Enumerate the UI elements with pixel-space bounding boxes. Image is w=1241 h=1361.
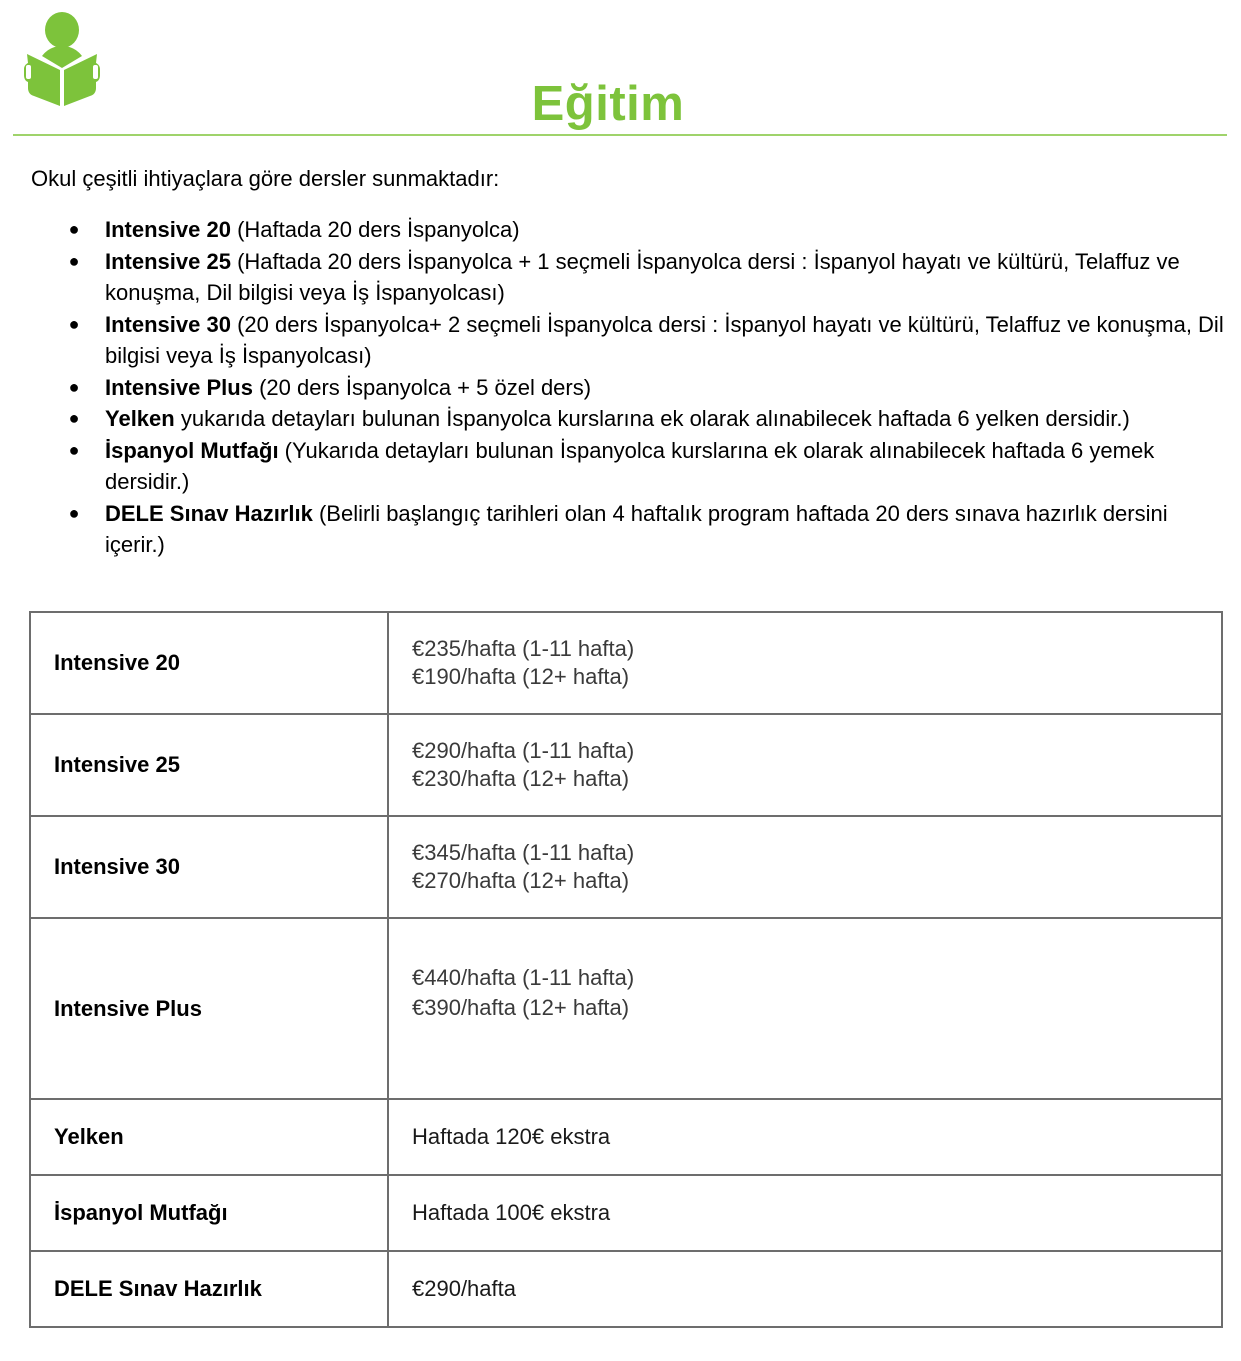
course-description: yukarıda detayları bulunan İspanyolca kurslarına ek olarak alınabilecek haftada 6 yelken dersidir.) xyxy=(174,406,1130,431)
price-line: €390/hafta (12+ hafta) xyxy=(412,994,630,1020)
list-item xyxy=(66,498,1226,561)
price-cell xyxy=(388,1099,1222,1175)
course-description: (20 ders İspanyolca + 5 özel ders) xyxy=(252,374,592,400)
price-line: €190/hafta (12+ hafta) xyxy=(412,664,630,689)
price-table xyxy=(29,611,1223,1328)
price-cell xyxy=(388,1175,1222,1251)
course-name: Intensive 30 xyxy=(105,311,231,337)
course-name: Intensive 25 xyxy=(105,248,231,274)
list-item xyxy=(66,309,1226,372)
bullet-icon: ● xyxy=(68,313,80,334)
course-name-cell: DELE Sınav Hazırlık xyxy=(30,1251,388,1327)
table-row xyxy=(30,714,1222,816)
bullet-icon: ● xyxy=(68,250,80,271)
table-row xyxy=(30,1251,1222,1327)
list-item xyxy=(66,403,1226,435)
price-line: €290/hafta xyxy=(412,1276,516,1301)
list-item xyxy=(66,214,1226,246)
course-name: DELE Sınav Hazırlık xyxy=(105,500,313,526)
course-description: (Haftada 20 ders İspanyolca) xyxy=(230,217,520,242)
course-description: (Haftada 20 ders İspanyolca + 1 seçmeli İspanyolca dersi : İspanyol hayatı ve kültürü, Telaffuz ve konuşma, Dil bilgisi veya İş İspanyolcası) xyxy=(105,248,1180,305)
price-cell xyxy=(388,1251,1222,1327)
course-list xyxy=(66,214,1226,561)
price-line: Haftada 120€ ekstra xyxy=(412,1124,611,1149)
price-line: €440/hafta (1-11 hafta) xyxy=(412,964,635,990)
bullet-icon: ● xyxy=(68,219,80,239)
bullet-icon: ● xyxy=(68,376,80,397)
course-name-cell: Intensive Plus xyxy=(30,918,388,1099)
price-line: €290/hafta (1-11 hafta) xyxy=(412,738,635,763)
bullet-icon: ● xyxy=(68,439,80,460)
price-line: €345/hafta (1-11 hafta) xyxy=(412,840,635,865)
course-name: Intensive 20 xyxy=(105,217,231,242)
course-name-cell: İspanyol Mutfağı xyxy=(30,1175,388,1251)
course-description: (Belirli başlangıç tarihleri olan 4 haftalık program haftada 20 ders sınava hazırlık dersini içerir.) xyxy=(105,500,1168,557)
price-line: €235/hafta (1-11 hafta) xyxy=(412,636,635,661)
list-item xyxy=(66,372,1226,404)
table-row xyxy=(30,918,1222,1099)
price-cell xyxy=(388,612,1222,714)
table-row xyxy=(30,1175,1222,1251)
course-name-cell: Intensive 20 xyxy=(30,612,388,714)
course-name: Yelken xyxy=(105,406,175,431)
course-name: Intensive Plus xyxy=(105,374,253,400)
table-row xyxy=(30,612,1222,714)
price-line: €270/hafta (12+ hafta) xyxy=(412,868,630,893)
price-cell xyxy=(388,816,1222,918)
list-item xyxy=(66,246,1226,309)
price-cell xyxy=(388,918,1222,1099)
list-item xyxy=(66,435,1226,498)
table-row xyxy=(30,1099,1222,1175)
intro-text: Okul çeşitli ihtiyaçlara göre dersler sunmaktadır: xyxy=(31,166,500,191)
course-name-cell: Intensive 25 xyxy=(30,714,388,816)
page-title: Eğitim xyxy=(531,77,685,131)
course-description: (20 ders İspanyolca+ 2 seçmeli İspanyolca dersi : İspanyol hayatı ve kültürü, Telaffuz ve konuşma, Dil bilgisi veya İş İspanyolcası) xyxy=(105,311,1224,368)
course-name-cell: Intensive 30 xyxy=(30,816,388,918)
course-description: (Yukarıda detayları bulunan İspanyolca kurslarına ek olarak alınabilecek haftada 6 yemek dersidir.) xyxy=(105,437,1155,494)
price-line: Haftada 100€ ekstra xyxy=(412,1200,611,1225)
bullet-icon: ● xyxy=(68,408,80,428)
course-name-cell: Yelken xyxy=(30,1099,388,1175)
bullet-icon: ● xyxy=(68,502,80,523)
price-cell xyxy=(388,714,1222,816)
price-line: €230/hafta (12+ hafta) xyxy=(412,766,630,791)
table-row xyxy=(30,816,1222,918)
course-name: İspanyol Mutfağı xyxy=(105,437,279,463)
header-divider xyxy=(13,134,1227,136)
